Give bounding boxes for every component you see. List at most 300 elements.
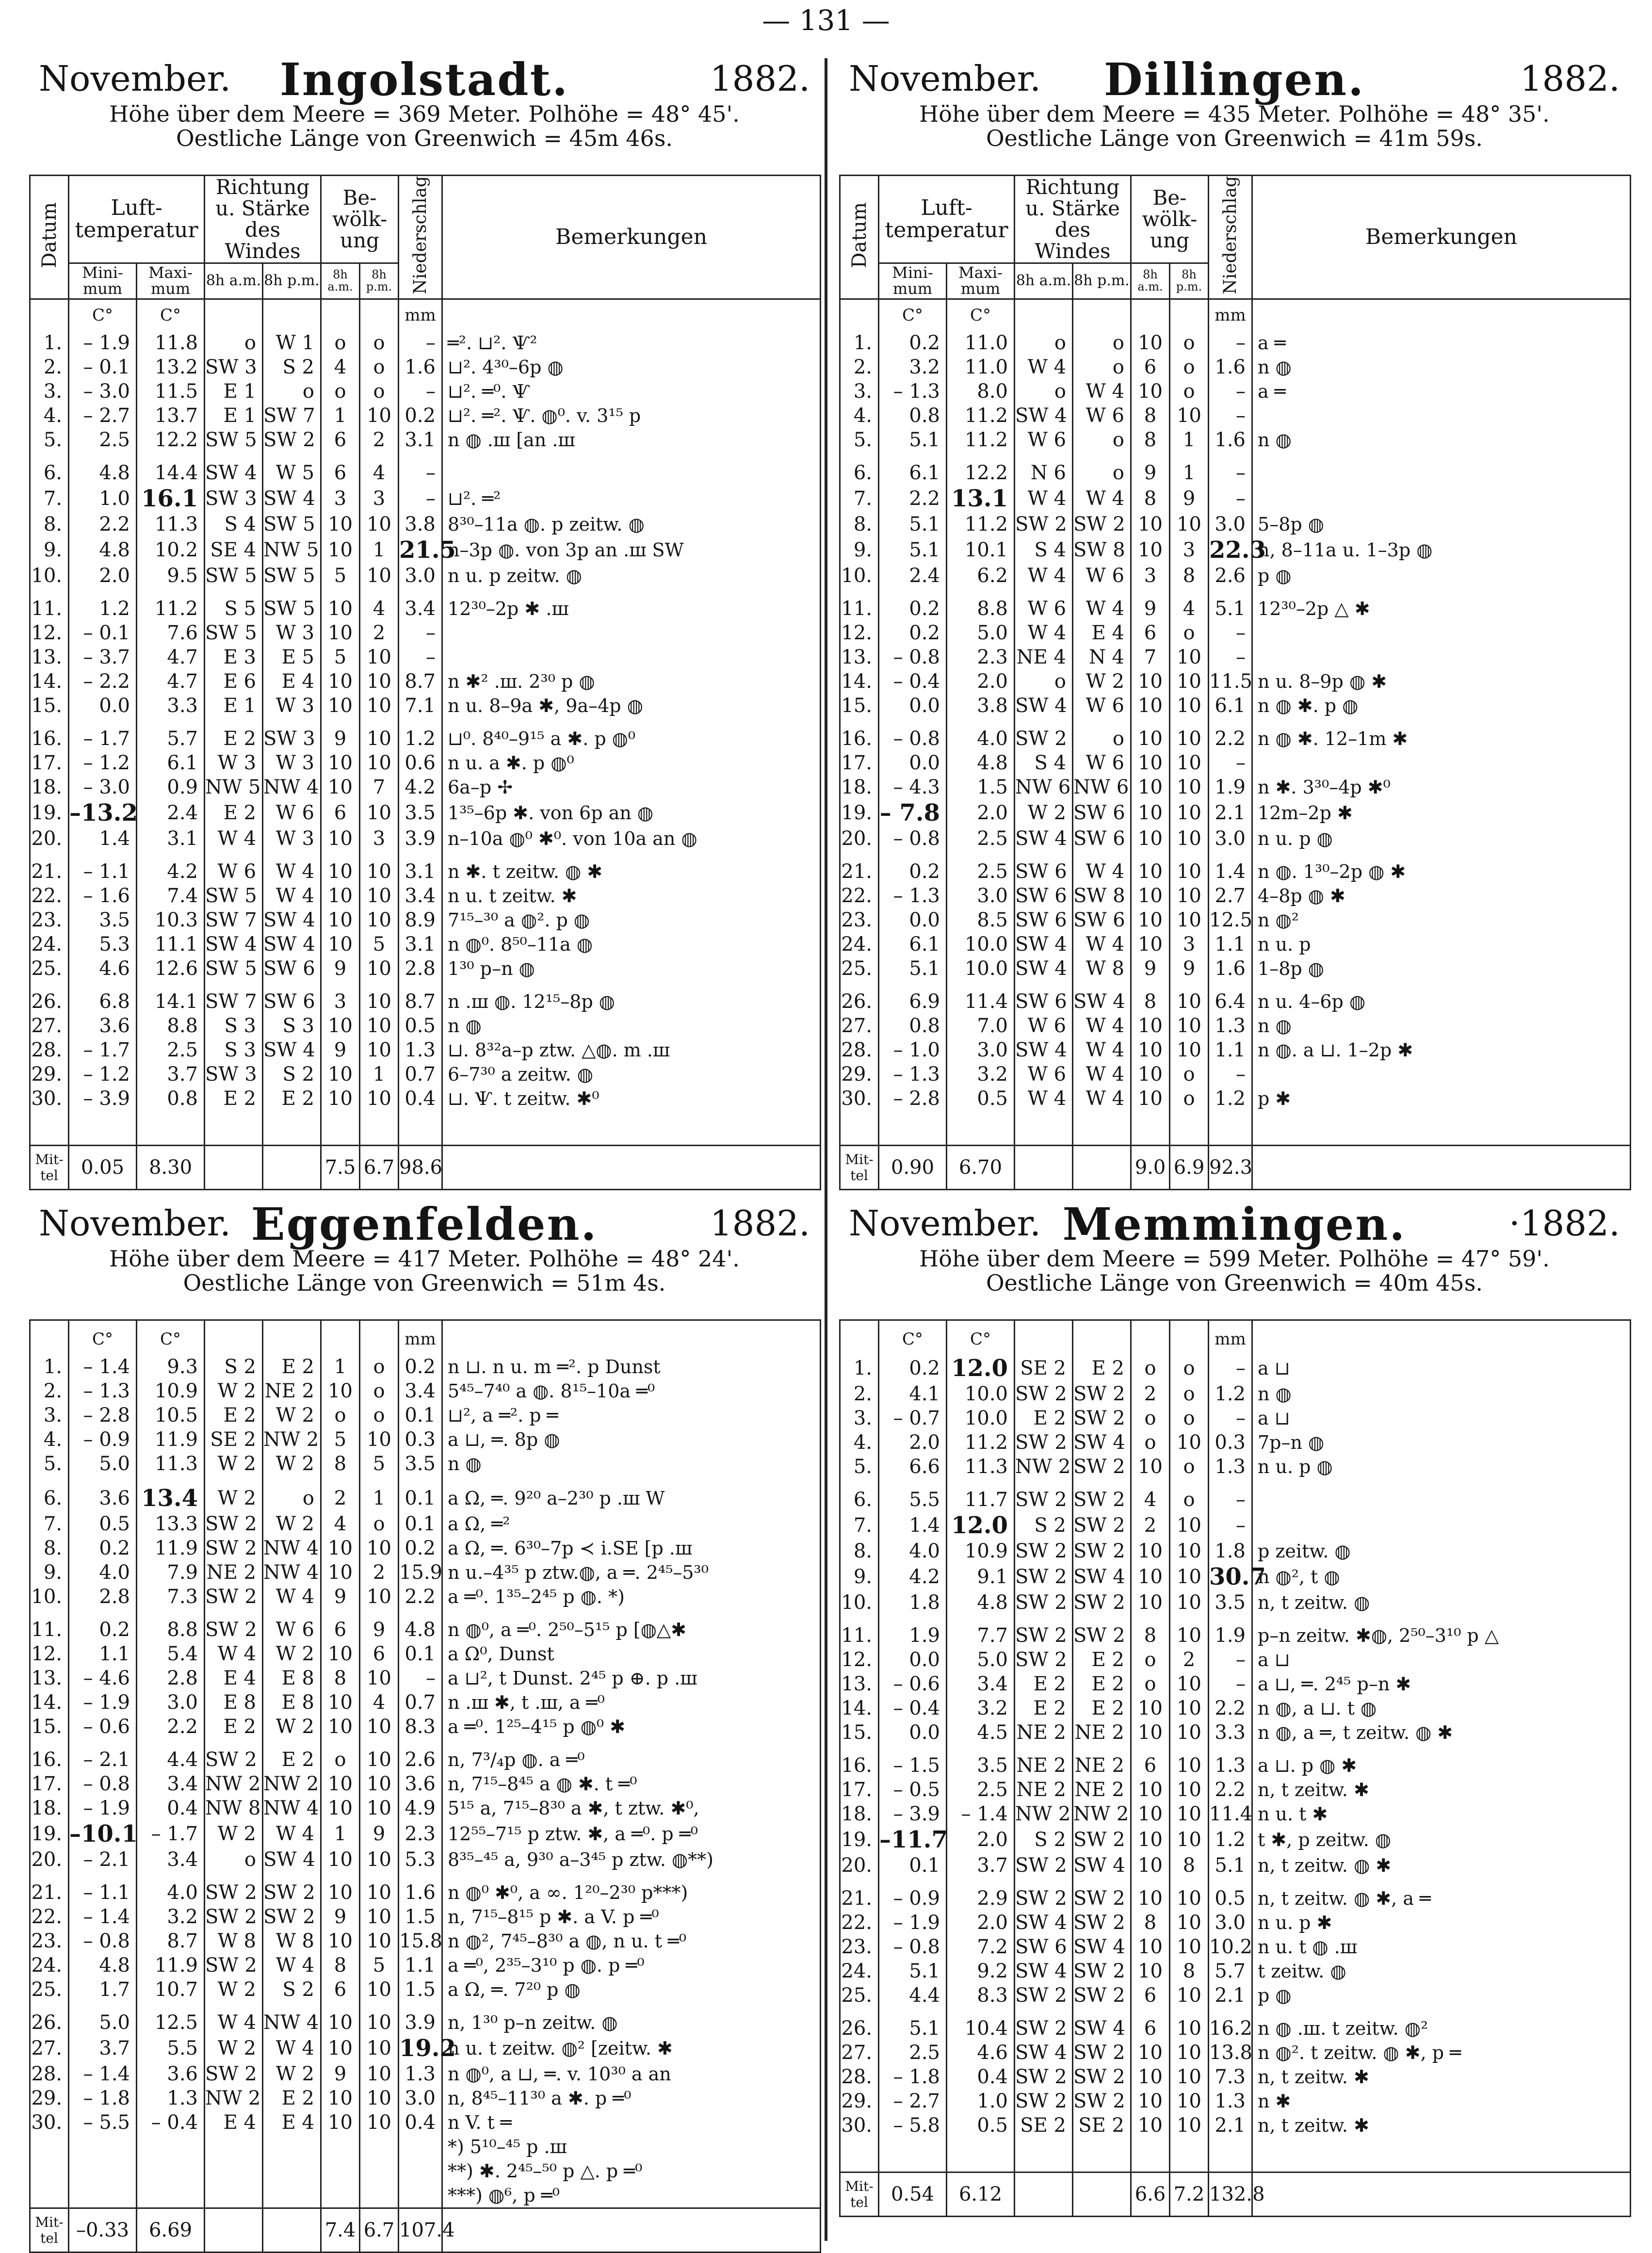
cell-remarks: n ◍. 1³⁰–2p ◍ ✱ (1252, 859, 1631, 884)
cell-remarks (1252, 751, 1631, 775)
cell-wind-pm: NE 2 (263, 1379, 321, 1403)
cell-remarks: n u. t zeitw. ✱ (442, 884, 821, 908)
unit-label: C° (879, 1324, 947, 1355)
cell-precip: 4.9 (399, 1796, 442, 1820)
cell-datum: 25. (840, 1983, 879, 2008)
cell-min: 6.1 (879, 461, 947, 485)
cell-precip: 3.0 (1209, 1911, 1252, 1935)
cell-wind-am: S 2 (1015, 1826, 1073, 1853)
cell-max: 10.3 (137, 908, 205, 932)
cell-cloud-am: 10 (1131, 1778, 1170, 1802)
cell-wind-am: SW 2 (205, 1953, 263, 1977)
cell-wind-pm: E 2 (263, 1086, 321, 1111)
cell-wind-pm: W 3 (263, 827, 321, 851)
cell-wind-pm: SW 6 (1073, 827, 1131, 851)
cell-cloud-pm: 10 (1170, 727, 1209, 751)
cell-cloud-pm: o (360, 1355, 399, 1379)
cell-max: 12.0 (947, 1512, 1015, 1539)
cell-remarks: n u. 8–9a ✱, 9a–4p ◍ (442, 694, 821, 718)
unit-row (30, 1324, 821, 1355)
cell-cloud-pm: 10 (360, 2010, 399, 2035)
cell-cloud-am: 10 (321, 1014, 360, 1038)
cell-wind-pm: SW 7 (263, 404, 321, 428)
table-row (30, 355, 821, 379)
col-niederschlag (399, 176, 442, 299)
cell-max: 4.5 (947, 1720, 1015, 1745)
table-row (30, 1796, 821, 1820)
cell-max: 3.7 (947, 1853, 1015, 1878)
cell-cloud-am: 10 (1131, 1539, 1170, 1563)
cell-remarks: n ◍ (442, 1014, 821, 1038)
cell-cloud-am: 10 (321, 512, 360, 536)
cell-remarks: 5¹⁵ a, 7¹⁵–8³⁰ a ✱, t ztw. ✱⁰, (442, 1796, 821, 1820)
table-row (840, 1696, 1631, 1720)
table-row (840, 1778, 1631, 1802)
cell-remarks: n ✱. t zeitw. ◍ ✱ (442, 859, 821, 884)
cell-max: – 0.4 (137, 2110, 205, 2135)
cell-wind-am: W 6 (1015, 597, 1073, 621)
cell-wind-pm: W 4 (263, 1585, 321, 1609)
cell-wind-am: E 2 (205, 799, 263, 827)
cell-wind-pm: W 4 (263, 859, 321, 884)
cell-precip: 1.1 (1209, 1038, 1252, 1062)
cell-precip: 1.2 (1209, 1382, 1252, 1406)
cell-max: 2.8 (137, 1666, 205, 1690)
cell-min: 4.1 (879, 1382, 947, 1406)
weather-table (29, 175, 821, 1190)
cell-wind-am: W 2 (205, 1379, 263, 1403)
table-row (30, 1820, 821, 1848)
cell-precip: – (399, 1666, 442, 1690)
cell-precip: 1.1 (399, 1953, 442, 1977)
table-row (30, 1666, 821, 1690)
cell-min: 5.1 (879, 512, 947, 536)
cell-max: 8.8 (947, 597, 1015, 621)
table-row (840, 1382, 1631, 1406)
cell-cloud-pm: 8 (1170, 1959, 1209, 1983)
col-cloud-pm (1170, 263, 1209, 299)
cell-wind-pm: W 3 (263, 621, 321, 645)
cell-cloud-am: 10 (321, 2010, 360, 2035)
cell-cloud-am: 10 (321, 1772, 360, 1796)
cell-remarks: n ◍ .ш. t zeitw. ◍² (1252, 2016, 1631, 2041)
table-row (30, 2035, 821, 2062)
cell-cloud-pm: 10 (360, 2062, 399, 2086)
cell-datum: 5. (840, 428, 879, 452)
cell-remarks: a ═⁰. 1²⁵–4¹⁵ p ◍⁰ ✱ (442, 1715, 821, 1739)
cell-cloud-pm: 10 (1170, 404, 1209, 428)
cell-datum: 4. (840, 1430, 879, 1455)
cell-cloud-am: 8 (1131, 989, 1170, 1014)
cell-max: 2.0 (947, 799, 1015, 827)
cell-datum: 10. (30, 564, 69, 588)
mittel-value: 6.7 (360, 1145, 399, 1189)
cell-datum: 19. (840, 799, 879, 827)
cell-cloud-pm: 1 (360, 1485, 399, 1512)
cell-precip: 11.5 (1209, 670, 1253, 693)
cell-wind-am: S 5 (205, 597, 263, 621)
cell-min: – 4.3 (879, 775, 947, 799)
cell-remarks: a ⊔ (1252, 1648, 1631, 1672)
center-divider (825, 58, 827, 2241)
table-row (840, 1430, 1631, 1455)
cell-datum: 23. (30, 908, 69, 932)
cell-cloud-pm: 10 (360, 1748, 399, 1772)
table-row (840, 2016, 1631, 2041)
cell-min: – 0.5 (879, 1778, 947, 1802)
cell-max: 2.0 (947, 669, 1015, 694)
cell-cloud-pm: 10 (360, 2086, 399, 2110)
cell-wind-am: SW 4 (1015, 956, 1073, 981)
cell-cloud-pm: 10 (360, 669, 399, 694)
cell-max: 11.2 (947, 512, 1015, 536)
cell-remarks: ⊔². 4³⁰–6p ◍ (442, 355, 821, 379)
cell-min: 5.1 (879, 428, 947, 452)
cell-max: 4.6 (947, 2041, 1015, 2065)
cell-max: 10.0 (947, 932, 1015, 956)
cell-datum: 7. (840, 1512, 879, 1539)
cell-cloud-am: 9 (1131, 461, 1170, 485)
cell-max: 4.7 (137, 669, 205, 694)
table-row (840, 2113, 1631, 2138)
cell-wind-pm: E 8 (263, 1666, 321, 1690)
cell-cloud-pm: 10 (1170, 1935, 1209, 1959)
cell-wind-am: SW 2 (1015, 1430, 1073, 1455)
cell-remarks: 6a–p ✢ (442, 775, 821, 799)
cell-wind-am: SW 5 (205, 621, 263, 645)
cell-remarks: a ⊔, ═. 8p ◍ (442, 1427, 821, 1452)
cell-cloud-am: 10 (1131, 2065, 1170, 2089)
cell-wind-am: SE 2 (1015, 1355, 1073, 1382)
cell-max: 3.2 (947, 1062, 1015, 1086)
cell-cloud-am: o (321, 379, 360, 404)
cell-precip: – (399, 645, 442, 669)
mittel-value: 8.30 (137, 1145, 205, 1189)
cell-wind-am: NE 4 (1015, 645, 1073, 669)
cell-precip: 0.1 (399, 1642, 442, 1666)
cell-cloud-pm: 10 (1170, 1886, 1209, 1911)
cell-max: 13.2 (137, 355, 205, 379)
cell-wind-pm: o (1073, 727, 1131, 751)
col-maximum (947, 263, 1015, 299)
cell-max: 0.4 (137, 1796, 205, 1820)
cell-wind-am: W 4 (1015, 355, 1073, 379)
cell-cloud-am: 6 (1131, 1753, 1170, 1778)
cell-wind-am: NW 5 (205, 775, 263, 799)
cell-precip: – (1209, 1062, 1252, 1086)
cell-precip: 6.1 (1209, 694, 1252, 718)
table-row (840, 956, 1631, 981)
table-row (30, 799, 821, 827)
cell-remarks: a Ω, ═. 9²⁰ a–2³⁰ p .ш W (442, 1485, 821, 1512)
cell-precip: 2.1 (1209, 799, 1252, 827)
cell-max: 9.2 (947, 1959, 1015, 1983)
cell-precip: 3.0 (399, 2086, 442, 2110)
unit-label: C° (69, 299, 137, 331)
cell-wind-pm: E 4 (263, 2110, 321, 2135)
cell-wind-pm: W 4 (263, 2035, 321, 2062)
cell-cloud-am: 10 (321, 694, 360, 718)
cell-precip: 3.9 (399, 2010, 442, 2035)
cell-min: 5.5 (879, 1488, 947, 1512)
table-row (840, 1086, 1631, 1111)
table-row (30, 512, 821, 536)
cell-precip: 1.2 (1209, 1826, 1252, 1853)
cell-wind-pm: SW 2 (1073, 512, 1131, 536)
cell-wind-am: SW 2 (1015, 1648, 1073, 1672)
table-row (840, 564, 1631, 588)
cell-remarks: 8³⁰–11a ◍. p zeitw. ◍ (442, 512, 821, 536)
col-wind-am-label: 8h a.m. (1016, 272, 1071, 290)
cell-wind-pm: W 4 (1073, 859, 1131, 884)
cell-max: 12.0 (947, 1355, 1015, 1382)
cell-cloud-pm: 10 (360, 799, 399, 827)
cell-wind-am: SW 4 (1015, 1038, 1073, 1062)
cell-datum: 28. (30, 1038, 69, 1062)
cell-wind-am: SW 5 (205, 564, 263, 588)
cell-max: 5.7 (137, 727, 205, 751)
cell-precip: 2.2 (399, 1585, 442, 1609)
table-row (30, 2062, 821, 2086)
cell-cloud-pm: 10 (360, 1038, 399, 1062)
cell-min: 0.2 (879, 859, 947, 884)
cell-remarks: n, t zeitw. ✱ (1252, 2113, 1631, 2138)
station-elevation: Höhe über dem Meere = 369 Meter. Polhöhe = 48° 45'. (109, 101, 740, 127)
table-row (30, 1014, 821, 1038)
cell-datum: 12. (840, 621, 879, 645)
cell-wind-am: NW 6 (1015, 775, 1073, 799)
cell-datum: 30. (30, 1086, 69, 1111)
cell-cloud-pm: 10 (360, 645, 399, 669)
cell-remarks: n .ш ✱, t .ш, a ═⁰ (442, 1690, 821, 1715)
cell-datum: 14. (840, 669, 879, 694)
cell-cloud-pm: 3 (360, 485, 399, 512)
cell-precip: 1.6 (1209, 355, 1252, 379)
cell-wind-am: E 4 (205, 1666, 263, 1690)
cell-datum: 16. (840, 727, 879, 751)
cell-cloud-am: 8 (321, 1666, 360, 1690)
cell-datum: 11. (840, 597, 879, 621)
station-dillingen (839, 53, 1630, 1190)
cell-wind-pm: SW 4 (1073, 1563, 1131, 1590)
cell-datum: 13. (840, 1672, 879, 1696)
cell-wind-am: SW 2 (1015, 1886, 1073, 1911)
cell-min: – 0.8 (879, 827, 947, 851)
cell-cloud-pm: 10 (1170, 1512, 1209, 1539)
cell-min: 0.0 (879, 751, 947, 775)
station-longitude: Oestliche Länge von Greenwich = 51m 4s. (183, 1270, 666, 1296)
cell-cloud-pm: 10 (360, 859, 399, 884)
col-lufttemperatur (69, 176, 205, 263)
cell-wind-pm: SW 2 (1073, 2065, 1131, 2089)
cell-wind-am: NW 2 (1015, 1455, 1073, 1479)
cell-datum: 3. (30, 379, 69, 404)
table-row (840, 645, 1631, 669)
cell-min: 3.6 (69, 1014, 137, 1038)
table-row (840, 379, 1631, 404)
cell-cloud-am: 10 (321, 597, 360, 621)
cell-precip: 7.3 (1209, 2065, 1252, 2089)
cell-max: 11.0 (947, 331, 1015, 355)
cell-cloud-pm: 10 (1170, 1672, 1209, 1696)
cell-datum: 1. (840, 1355, 879, 1382)
cell-remarks: n, 8⁴⁵–11³⁰ a ✱. p ═⁰ (442, 2086, 821, 2110)
cell-wind-pm: W 4 (1073, 1062, 1131, 1086)
cell-datum: 21. (30, 859, 69, 884)
cell-cloud-am: 6 (321, 1618, 360, 1642)
cell-wind-am: SW 5 (205, 428, 263, 452)
cell-datum: 20. (30, 827, 69, 851)
cell-min: 0.0 (69, 694, 137, 718)
cell-remarks (1252, 404, 1631, 428)
cell-precip: 0.2 (399, 1355, 442, 1379)
cell-max: 0.4 (947, 2065, 1015, 2089)
cell-remarks: p ◍ (1252, 1983, 1631, 2008)
table-row (840, 2041, 1631, 2065)
cell-min: 0.0 (879, 1720, 947, 1745)
cell-cloud-am: 10 (321, 908, 360, 932)
cell-wind-am: SW 5 (205, 884, 263, 908)
cell-datum: 23. (30, 1929, 69, 1953)
cell-max: 10.9 (137, 1379, 205, 1403)
cell-precip: 3.4 (399, 1379, 442, 1403)
table-row (840, 1590, 1631, 1615)
table-row (30, 775, 821, 799)
cell-wind-am: W 2 (205, 1485, 263, 1512)
station-year: 1882. (710, 58, 810, 99)
cell-datum: 9. (30, 1560, 69, 1585)
cell-datum: 21. (840, 1886, 879, 1911)
cell-datum: 24. (30, 932, 69, 956)
table-row (840, 751, 1631, 775)
cell-cloud-am: 10 (1131, 1455, 1170, 1479)
cell-datum: 3. (30, 1403, 69, 1427)
table-row (840, 621, 1631, 645)
cell-remarks (1252, 1062, 1631, 1086)
cell-cloud-pm: 10 (360, 1905, 399, 1929)
unit-label: mm (399, 299, 442, 331)
cell-wind-am: E 2 (1015, 1406, 1073, 1430)
cell-cloud-am: 10 (1131, 1826, 1170, 1853)
cell-min: – 1.3 (879, 379, 947, 404)
cell-precip: 3.9 (399, 827, 442, 851)
cell-cloud-pm: 2 (360, 1560, 399, 1585)
table-row (30, 379, 821, 404)
cell-wind-pm: W 2 (263, 1715, 321, 1739)
table-row (30, 1062, 821, 1086)
station-longitude: Oestliche Länge von Greenwich = 45m 46s. (176, 125, 673, 151)
cell-wind-pm: SW 6 (1073, 908, 1131, 932)
cell-wind-pm: SW 4 (1073, 989, 1131, 1014)
cell-min: – 0.4 (879, 669, 947, 694)
cell-wind-pm: SW 4 (263, 908, 321, 932)
cell-wind-am: SW 4 (1015, 1911, 1073, 1935)
cell-wind-am: NW 2 (205, 1772, 263, 1796)
cell-wind-pm: SW 3 (263, 727, 321, 751)
cell-wind-pm: E 4 (1073, 621, 1131, 645)
cell-wind-pm: o (1073, 461, 1131, 485)
table-row (30, 989, 821, 1014)
cell-min: – 2.8 (69, 1403, 137, 1427)
cell-wind-pm: W 6 (263, 799, 321, 827)
cell-min: – 0.6 (879, 1672, 947, 1696)
cell-precip: 8.7 (399, 669, 442, 694)
cell-cloud-pm: 10 (1170, 694, 1209, 718)
cell-datum: 1. (840, 331, 879, 355)
cell-precip: 6.4 (1209, 989, 1252, 1014)
cell-cloud-am: 10 (321, 1690, 360, 1715)
cell-remarks: p ◍ (1252, 564, 1631, 588)
cell-max: 4.4 (137, 1748, 205, 1772)
cell-min: – 1.8 (879, 2065, 947, 2089)
cell-min: – 4.6 (69, 1666, 137, 1690)
cell-datum: 26. (840, 989, 879, 1014)
cell-min: – 2.1 (69, 1848, 137, 1872)
cell-max: 11.2 (137, 597, 205, 621)
table-row (840, 694, 1631, 718)
cell-wind-pm: W 4 (263, 1953, 321, 1977)
cell-cloud-pm: 10 (360, 1929, 399, 1953)
mittel-value (205, 1145, 263, 1189)
cell-cloud-am: 10 (1131, 1014, 1170, 1038)
cell-cloud-pm: 10 (1170, 1778, 1209, 1802)
cell-cloud-pm: o (360, 1512, 399, 1536)
station-year: 1882. (1520, 58, 1620, 99)
station-longitude: Oestliche Länge von Greenwich = 41m 59s. (986, 125, 1483, 151)
cell-max: 3.1 (137, 827, 205, 851)
cell-remarks: n ◍². t zeitw. ◍ ✱, p ═ (1252, 2041, 1631, 2065)
cell-cloud-am: 10 (321, 1796, 360, 1820)
unit-row (840, 299, 1631, 331)
cell-max: 8.3 (947, 1983, 1015, 2008)
cell-precip: 0.7 (399, 1062, 442, 1086)
cell-datum: 11. (30, 1618, 69, 1642)
cell-cloud-pm: 10 (360, 1977, 399, 2002)
cell-min: 1.1 (69, 1642, 137, 1666)
table-row (840, 1853, 1631, 1878)
cell-precip: 0.1 (399, 1512, 442, 1536)
cell-precip: – (1209, 1648, 1252, 1672)
cell-cloud-am: 10 (1131, 1720, 1170, 1745)
cell-datum: 14. (840, 1696, 879, 1720)
cell-wind-pm: SW 2 (1073, 1512, 1131, 1539)
cell-max: 10.2 (137, 536, 205, 564)
cell-min: – 0.4 (879, 1696, 947, 1720)
table-row (840, 775, 1631, 799)
cell-cloud-pm: 10 (1170, 2113, 1209, 2138)
cell-wind-am: NW 8 (205, 1796, 263, 1820)
cell-precip: – (1209, 485, 1252, 512)
cell-max: 11.9 (137, 1953, 205, 1977)
cell-max: 8.8 (137, 1618, 205, 1642)
cell-remarks: 1–8p ◍ (1252, 956, 1631, 981)
station-ingolstadt (29, 53, 820, 1190)
cell-cloud-pm: 10 (1170, 1038, 1209, 1062)
footnote: **) ✱. 2⁴⁵–⁵⁰ p △. p ═⁰ (442, 2159, 821, 2183)
cell-wind-am: SW 4 (1015, 694, 1073, 718)
mittel-label: Mit-tel (840, 1145, 879, 1189)
table-row (30, 1427, 821, 1452)
cell-min: – 1.9 (69, 1690, 137, 1715)
cell-wind-am: S 4 (205, 512, 263, 536)
cell-precip: 7.1 (399, 694, 442, 718)
cell-datum: 24. (840, 932, 879, 956)
cell-cloud-pm: 10 (360, 1536, 399, 1560)
col-cloud-am-label: 8h a.m. (1137, 268, 1163, 294)
cell-min: – 1.7 (69, 727, 137, 751)
cell-wind-pm: W 4 (263, 1820, 321, 1848)
cell-cloud-am: 10 (1131, 694, 1170, 718)
